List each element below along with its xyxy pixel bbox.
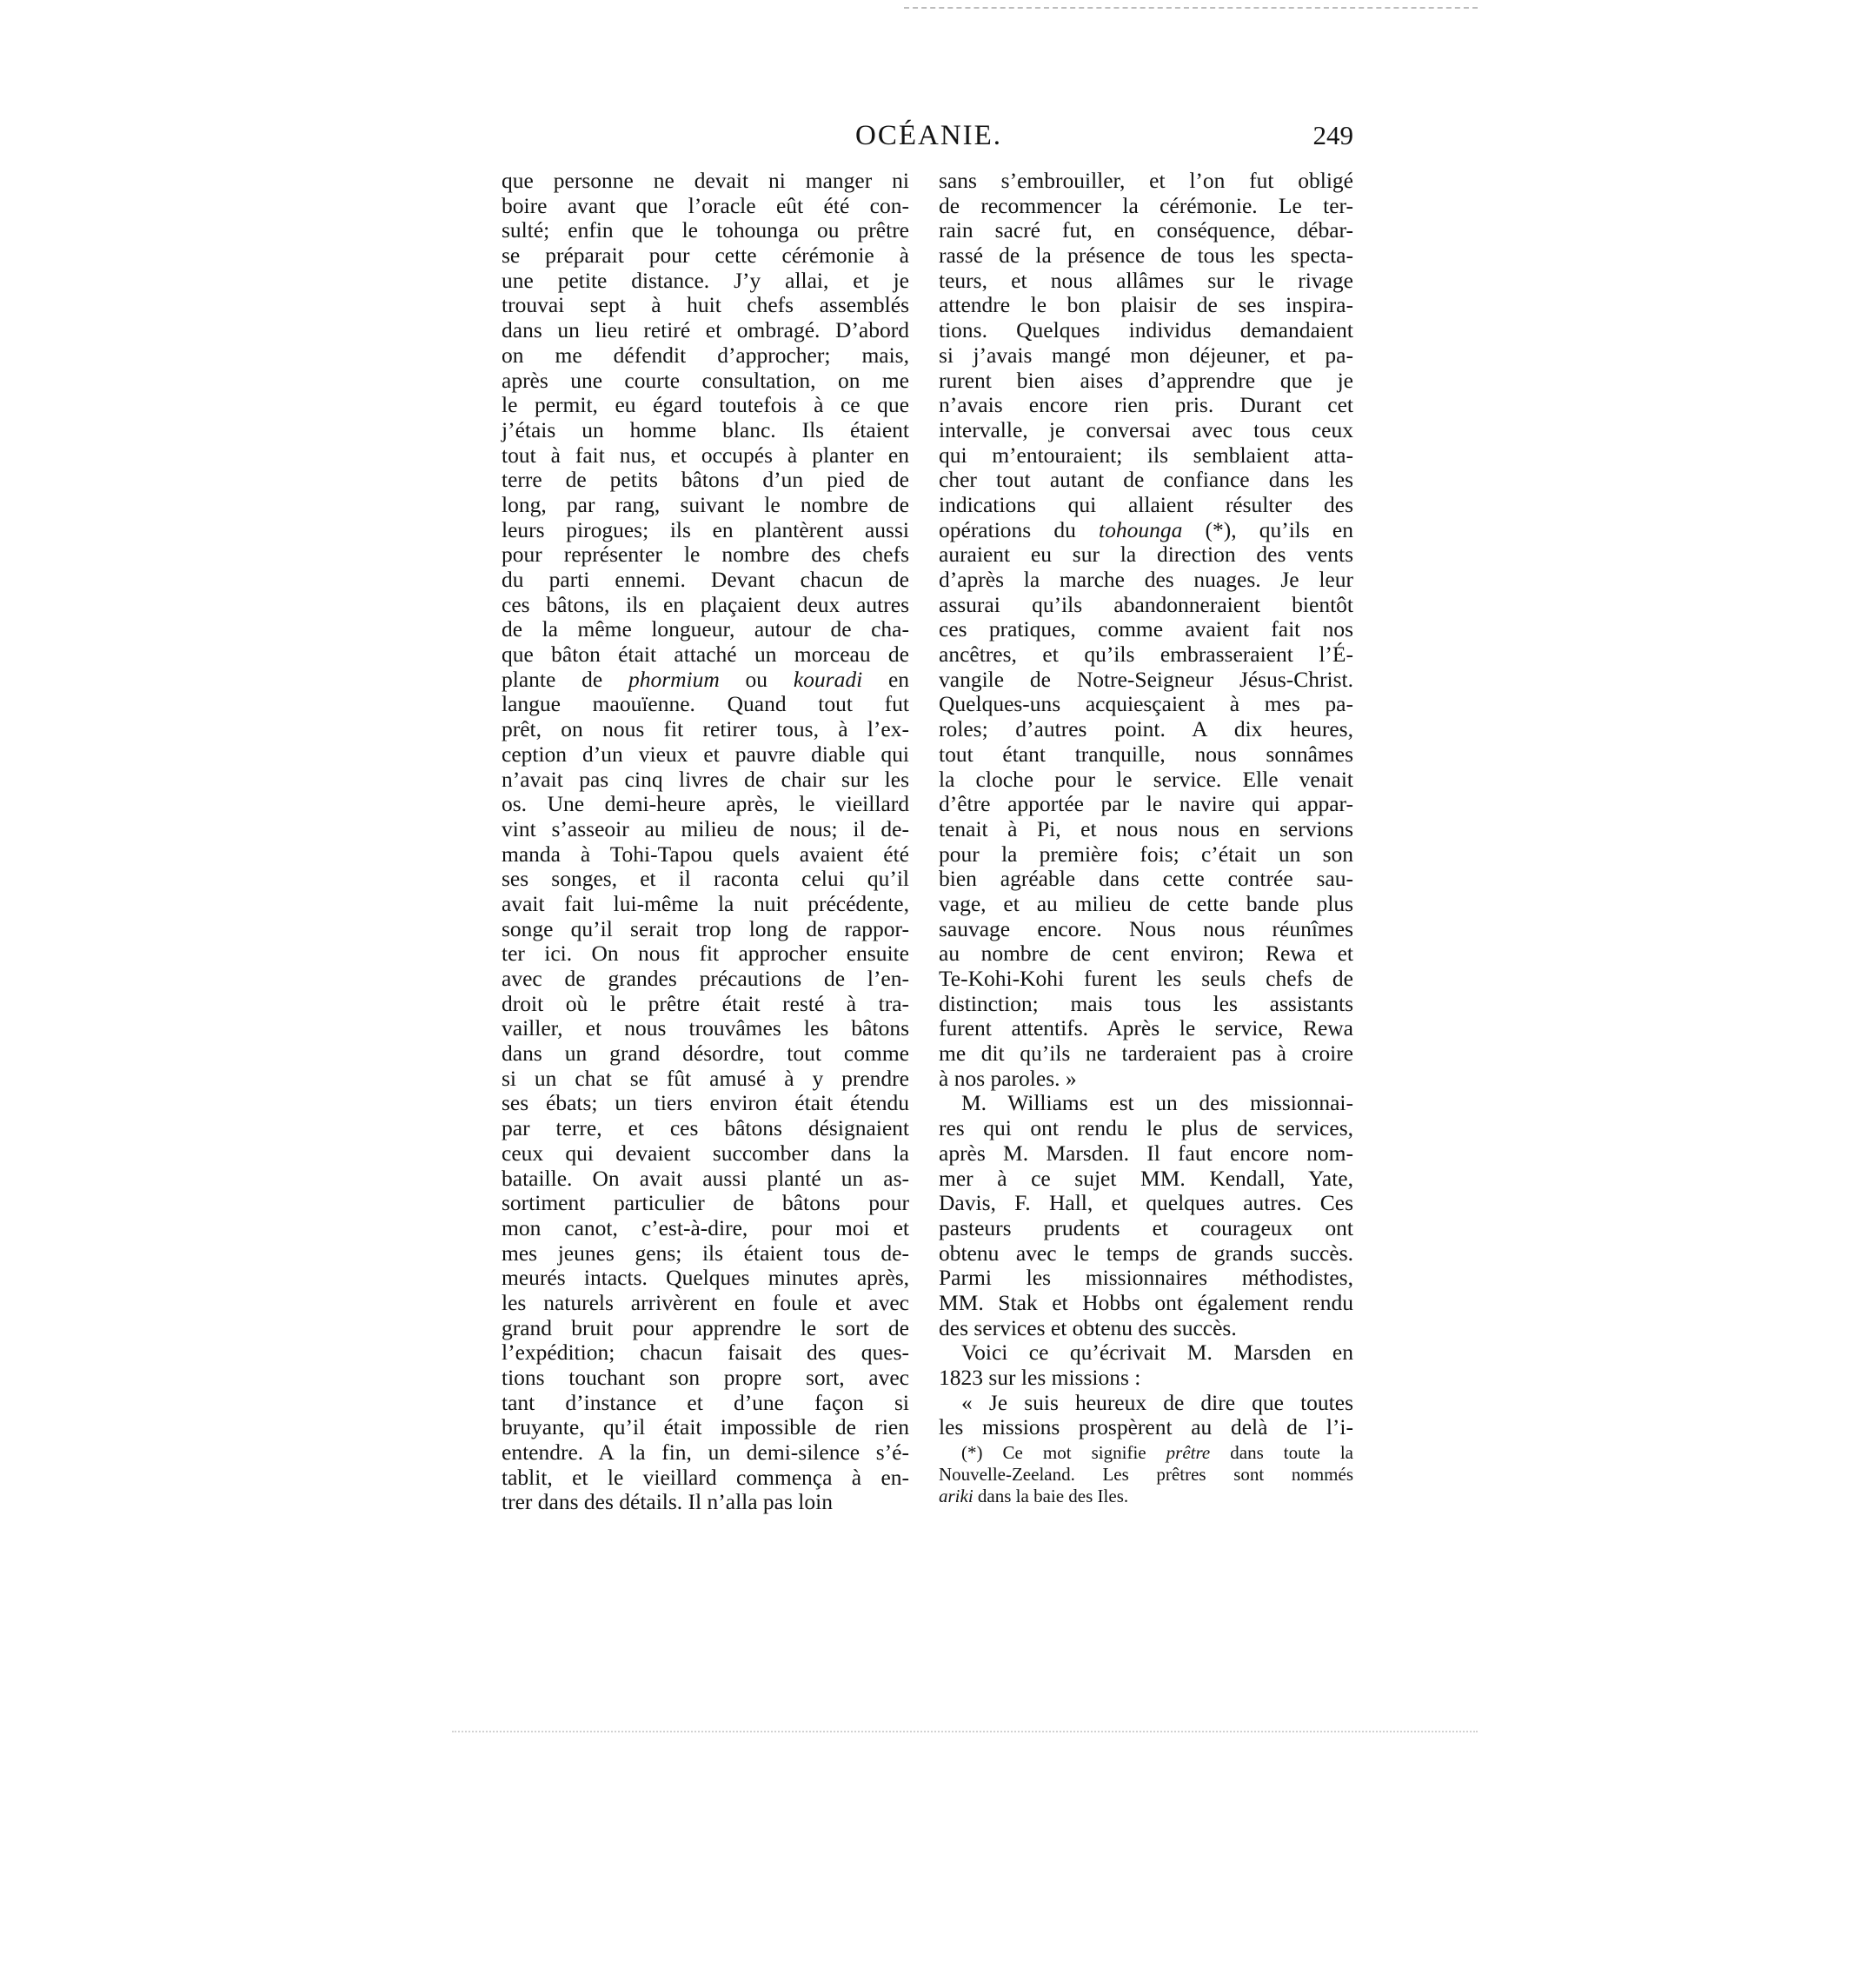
text-line: se préparait pour cette cérémonie à bbox=[502, 243, 909, 269]
text-line: rassé de la présence de tous les specta- bbox=[939, 243, 1353, 269]
text-line: rain sacré fut, en conséquence, débar- bbox=[939, 217, 1353, 243]
text-line: ses ébats; un tiers environ était étendu bbox=[502, 1090, 909, 1116]
text-line: que personne ne devait ni manger ni bbox=[502, 168, 909, 193]
text-line: le permit, eu égard toutefois à ce que bbox=[502, 392, 909, 418]
text-line: trouvai sept à huit chefs assemblés bbox=[502, 292, 909, 318]
text-line bbox=[939, 1442, 1353, 1464]
text-line: que bâton était attaché un morceau de bbox=[502, 642, 909, 668]
text-line: de la même longueur, autour de cha- bbox=[502, 616, 909, 642]
text-line: Voici ce qu’écrivait M. Marsden en bbox=[961, 1340, 1353, 1366]
text-line: la cloche pour le service. Elle venait bbox=[939, 766, 1353, 792]
text-line: sortiment particulier de bâtons pour bbox=[502, 1190, 909, 1216]
text-line: on me défendit d’approcher; mais, bbox=[502, 342, 909, 368]
text-line: indications qui allaient résulter des bbox=[939, 491, 1353, 517]
text-line: tablit, et le vieillard commença à en- bbox=[502, 1464, 909, 1490]
text-line: dans un lieu retiré et ombragé. D’abord bbox=[502, 317, 909, 343]
scan-artifact-top bbox=[904, 7, 1478, 9]
text-line: au nombre de cent environ; Rewa et bbox=[939, 941, 1353, 967]
text-line: Te-Kohi-Kohi furent les seuls chefs de bbox=[939, 966, 1353, 991]
text-line: les naturels arrivèrent en foule et avec bbox=[502, 1289, 909, 1315]
text-line: terre de petits bâtons d’un pied de bbox=[502, 467, 909, 493]
text-line: meurés intacts. Quelques minutes après, bbox=[502, 1265, 909, 1291]
text-line: furent attentifs. Après le service, Rewa bbox=[939, 1015, 1353, 1041]
text-line: sulté; enfin que le tohounga ou prêtre bbox=[502, 217, 909, 243]
text-line: mon canot, c’est-à-dire, pour moi et bbox=[502, 1214, 909, 1240]
text-line: grand bruit pour apprendre le sort de bbox=[502, 1314, 909, 1340]
right-column-body bbox=[939, 169, 1353, 1440]
text-line: teurs, et nous allâmes sur le rivage bbox=[939, 267, 1353, 293]
text-line: les missions prospèrent au delà de l’i- bbox=[939, 1414, 1353, 1440]
text-line: une petite distance. J’y allai, et je bbox=[502, 267, 909, 293]
footnote bbox=[939, 1442, 1353, 1507]
text-line: n’avais encore rien pris. Durant cet bbox=[939, 392, 1353, 418]
text-line: droit où le prêtre était resté à tra- bbox=[502, 990, 909, 1016]
text-line: res qui ont rendu le plus de services, bbox=[939, 1115, 1353, 1141]
text-line: pasteurs prudents et courageux ont bbox=[939, 1214, 1353, 1240]
italic-term: kouradi bbox=[793, 666, 863, 692]
page-header bbox=[502, 120, 1353, 163]
text-line: d’après la marche des nuages. Je leur bbox=[939, 567, 1353, 592]
text-line: d’être apportée par le navire qui appar- bbox=[939, 791, 1353, 817]
text-line: leurs pirogues; ils en plantèrent aussi bbox=[502, 516, 909, 542]
text-line: trer dans des détails. Il n’alla pas loin bbox=[502, 1489, 833, 1515]
text-line: tant d’instance et d’une façon si bbox=[502, 1389, 909, 1415]
text-line: pour représenter le nombre des chefs bbox=[502, 542, 909, 568]
text-line: de recommencer la cérémonie. Le ter- bbox=[939, 192, 1353, 218]
text-line: obtenu avec le temps de grands succès. bbox=[939, 1240, 1353, 1266]
text-line: après M. Marsden. Il faut encore nom- bbox=[939, 1140, 1353, 1166]
text-line: entendre. A la fin, un demi-silence s’é- bbox=[502, 1439, 909, 1466]
text-line: songe qu’il serait trop long de rappor- bbox=[502, 915, 909, 941]
text-line: des services et obtenu des succès. bbox=[939, 1314, 1237, 1340]
text-segment: (*), qu’ils en bbox=[1182, 516, 1353, 542]
text-line: vangile de Notre-Seigneur Jésus-Christ. bbox=[939, 666, 1353, 692]
text-line: ceux qui devaient succomber dans la bbox=[502, 1140, 909, 1166]
text-line: rurent bien aises d’apprendre que je bbox=[939, 367, 1353, 393]
text-line: auraient eu sur la direction des vents bbox=[939, 542, 1353, 568]
page-number: 249 bbox=[1312, 120, 1353, 150]
text-line: après une courte consultation, on me bbox=[502, 367, 909, 393]
text-line: j’étais un homme blanc. Ils étaient bbox=[502, 416, 909, 442]
text-line: avec de grandes précautions de l’en- bbox=[502, 966, 909, 991]
text-line bbox=[939, 1486, 1353, 1507]
text-line: boire avant que l’oracle eût été con- bbox=[502, 192, 909, 218]
text-line: l’expédition; chacun faisait des ques- bbox=[502, 1340, 909, 1366]
right-column bbox=[939, 169, 1353, 1507]
text-segment: opérations du bbox=[939, 516, 1099, 542]
text-line: si un chat se fût amusé à y prendre bbox=[502, 1065, 909, 1091]
text-line: bien agréable dans cette contrée sau- bbox=[939, 866, 1353, 892]
text-line: Davis, F. Hall, et quelques autres. Ces bbox=[939, 1190, 1353, 1216]
text-line: tout à fait nus, et occupés à planter en bbox=[502, 442, 909, 468]
text-segment: (*) Ce mot signifie bbox=[961, 1442, 1166, 1464]
text-line: mes jeunes gens; ils étaient tous de- bbox=[502, 1240, 909, 1266]
text-segment: dans la baie des Iles. bbox=[973, 1486, 1129, 1507]
text-line: dans un grand désordre, tout comme bbox=[502, 1041, 909, 1067]
italic-term: prêtre bbox=[1166, 1442, 1211, 1464]
running-title: OCÉANIE. bbox=[855, 120, 1003, 151]
text-line: Parmi les missionnaires méthodistes, bbox=[939, 1265, 1353, 1291]
text-line: cher tout autant de confiance dans les bbox=[939, 467, 1353, 493]
text-line: vage, et au milieu de cette bande plus bbox=[939, 890, 1353, 916]
text-segment: plante de bbox=[502, 666, 628, 692]
italic-term: ariki bbox=[939, 1486, 974, 1507]
text-line: intervalle, je conversai avec tous ceux bbox=[939, 416, 1353, 442]
text-line: roles; d’autres point. A dix heures, bbox=[939, 716, 1353, 742]
text-line: M. Williams est un des missionnai- bbox=[961, 1090, 1353, 1116]
text-line: ter ici. On nous fit approcher ensuite bbox=[502, 941, 909, 967]
text-line: bataille. On avait aussi planté un as- bbox=[502, 1165, 909, 1191]
scan-artifact-bottom bbox=[452, 1731, 1478, 1732]
text-segment: dans toute la bbox=[1210, 1442, 1353, 1464]
text-line: me dit qu’ils ne tarderaient pas à croire bbox=[939, 1041, 1353, 1067]
italic-term: phormium bbox=[628, 666, 720, 692]
text-line: distinction; mais tous les assistants bbox=[939, 990, 1353, 1016]
text-line: sans s’embrouiller, et l’on fut obligé bbox=[939, 168, 1353, 193]
text-line: attendre le bon plaisir de ses inspira- bbox=[939, 292, 1353, 318]
text-segment: en bbox=[862, 666, 910, 692]
text-line: mer à ce sujet MM. Kendall, Yate, bbox=[939, 1165, 1353, 1191]
text-line: ses songes, et il raconta celui qu’il bbox=[502, 866, 909, 892]
text-line: à nos paroles. » bbox=[939, 1065, 1077, 1091]
text-line: si j’avais mangé mon déjeuner, et pa- bbox=[939, 342, 1353, 368]
left-column bbox=[502, 169, 909, 1515]
text-line: « Je suis heureux de dire que toutes bbox=[961, 1389, 1353, 1415]
text-line: assurai qu’ils abandonneraient bientôt bbox=[939, 591, 1353, 617]
text-line: tions. Quelques individus demandaient bbox=[939, 317, 1353, 343]
text-line: vint s’asseoir au milieu de nous; il de- bbox=[502, 815, 909, 841]
text-line: sauvage encore. Nous nous réunîmes bbox=[939, 915, 1353, 941]
text-line: pour la première fois; c’était un son bbox=[939, 841, 1353, 867]
text-line: par terre, et ces bâtons désignaient bbox=[502, 1115, 909, 1141]
text-line: ces bâtons, ils en plaçaient deux autres bbox=[502, 591, 909, 617]
text-line: prêt, on nous fit retirer tous, à l’ex- bbox=[502, 716, 909, 742]
book-page bbox=[502, 120, 1353, 1515]
text-line: manda à Tohi-Tapou quels avaient été bbox=[502, 841, 909, 867]
text-line: Quelques-uns acquiesçaient à mes pa- bbox=[939, 691, 1353, 717]
text-line: long, par rang, suivant le nombre de bbox=[502, 491, 909, 517]
italic-term: tohounga bbox=[1098, 516, 1183, 542]
text-line bbox=[502, 668, 909, 693]
text-line: MM. Stak et Hobbs ont également rendu bbox=[939, 1289, 1353, 1315]
text-line: n’avait pas cinq livres de chair sur les bbox=[502, 766, 909, 792]
text-line: tions touchant son propre sort, avec bbox=[502, 1365, 909, 1390]
text-line: ception d’un vieux et pauvre diable qui bbox=[502, 741, 909, 767]
text-line: langue maouïenne. Quand tout fut bbox=[502, 691, 909, 717]
text-line: os. Une demi-heure après, le vieillard bbox=[502, 791, 909, 817]
text-line: tout étant tranquille, nous sonnâmes bbox=[939, 741, 1353, 767]
text-line: qui m’entouraient; ils semblaient atta- bbox=[939, 442, 1353, 468]
text-line: ces pratiques, comme avaient fait nos bbox=[939, 616, 1353, 642]
text-line: vailler, et nous trouvâmes les bâtons bbox=[502, 1015, 909, 1041]
text-line: Nouvelle-Zeeland. Les prêtres sont nommés bbox=[939, 1464, 1353, 1486]
text-line bbox=[939, 518, 1353, 543]
text-line: avait fait lui-même la nuit précédente, bbox=[502, 890, 909, 916]
text-line: ancêtres, et qu’ils embrasseraient l’É- bbox=[939, 642, 1353, 668]
text-segment: ou bbox=[719, 666, 794, 692]
text-line: du parti ennemi. Devant chacun de bbox=[502, 567, 909, 592]
text-line: tenait à Pi, et nous nous en servions bbox=[939, 815, 1353, 841]
text-line: bruyante, qu’il était impossible de rien bbox=[502, 1414, 909, 1440]
text-line: 1823 sur les missions : bbox=[939, 1365, 1141, 1390]
